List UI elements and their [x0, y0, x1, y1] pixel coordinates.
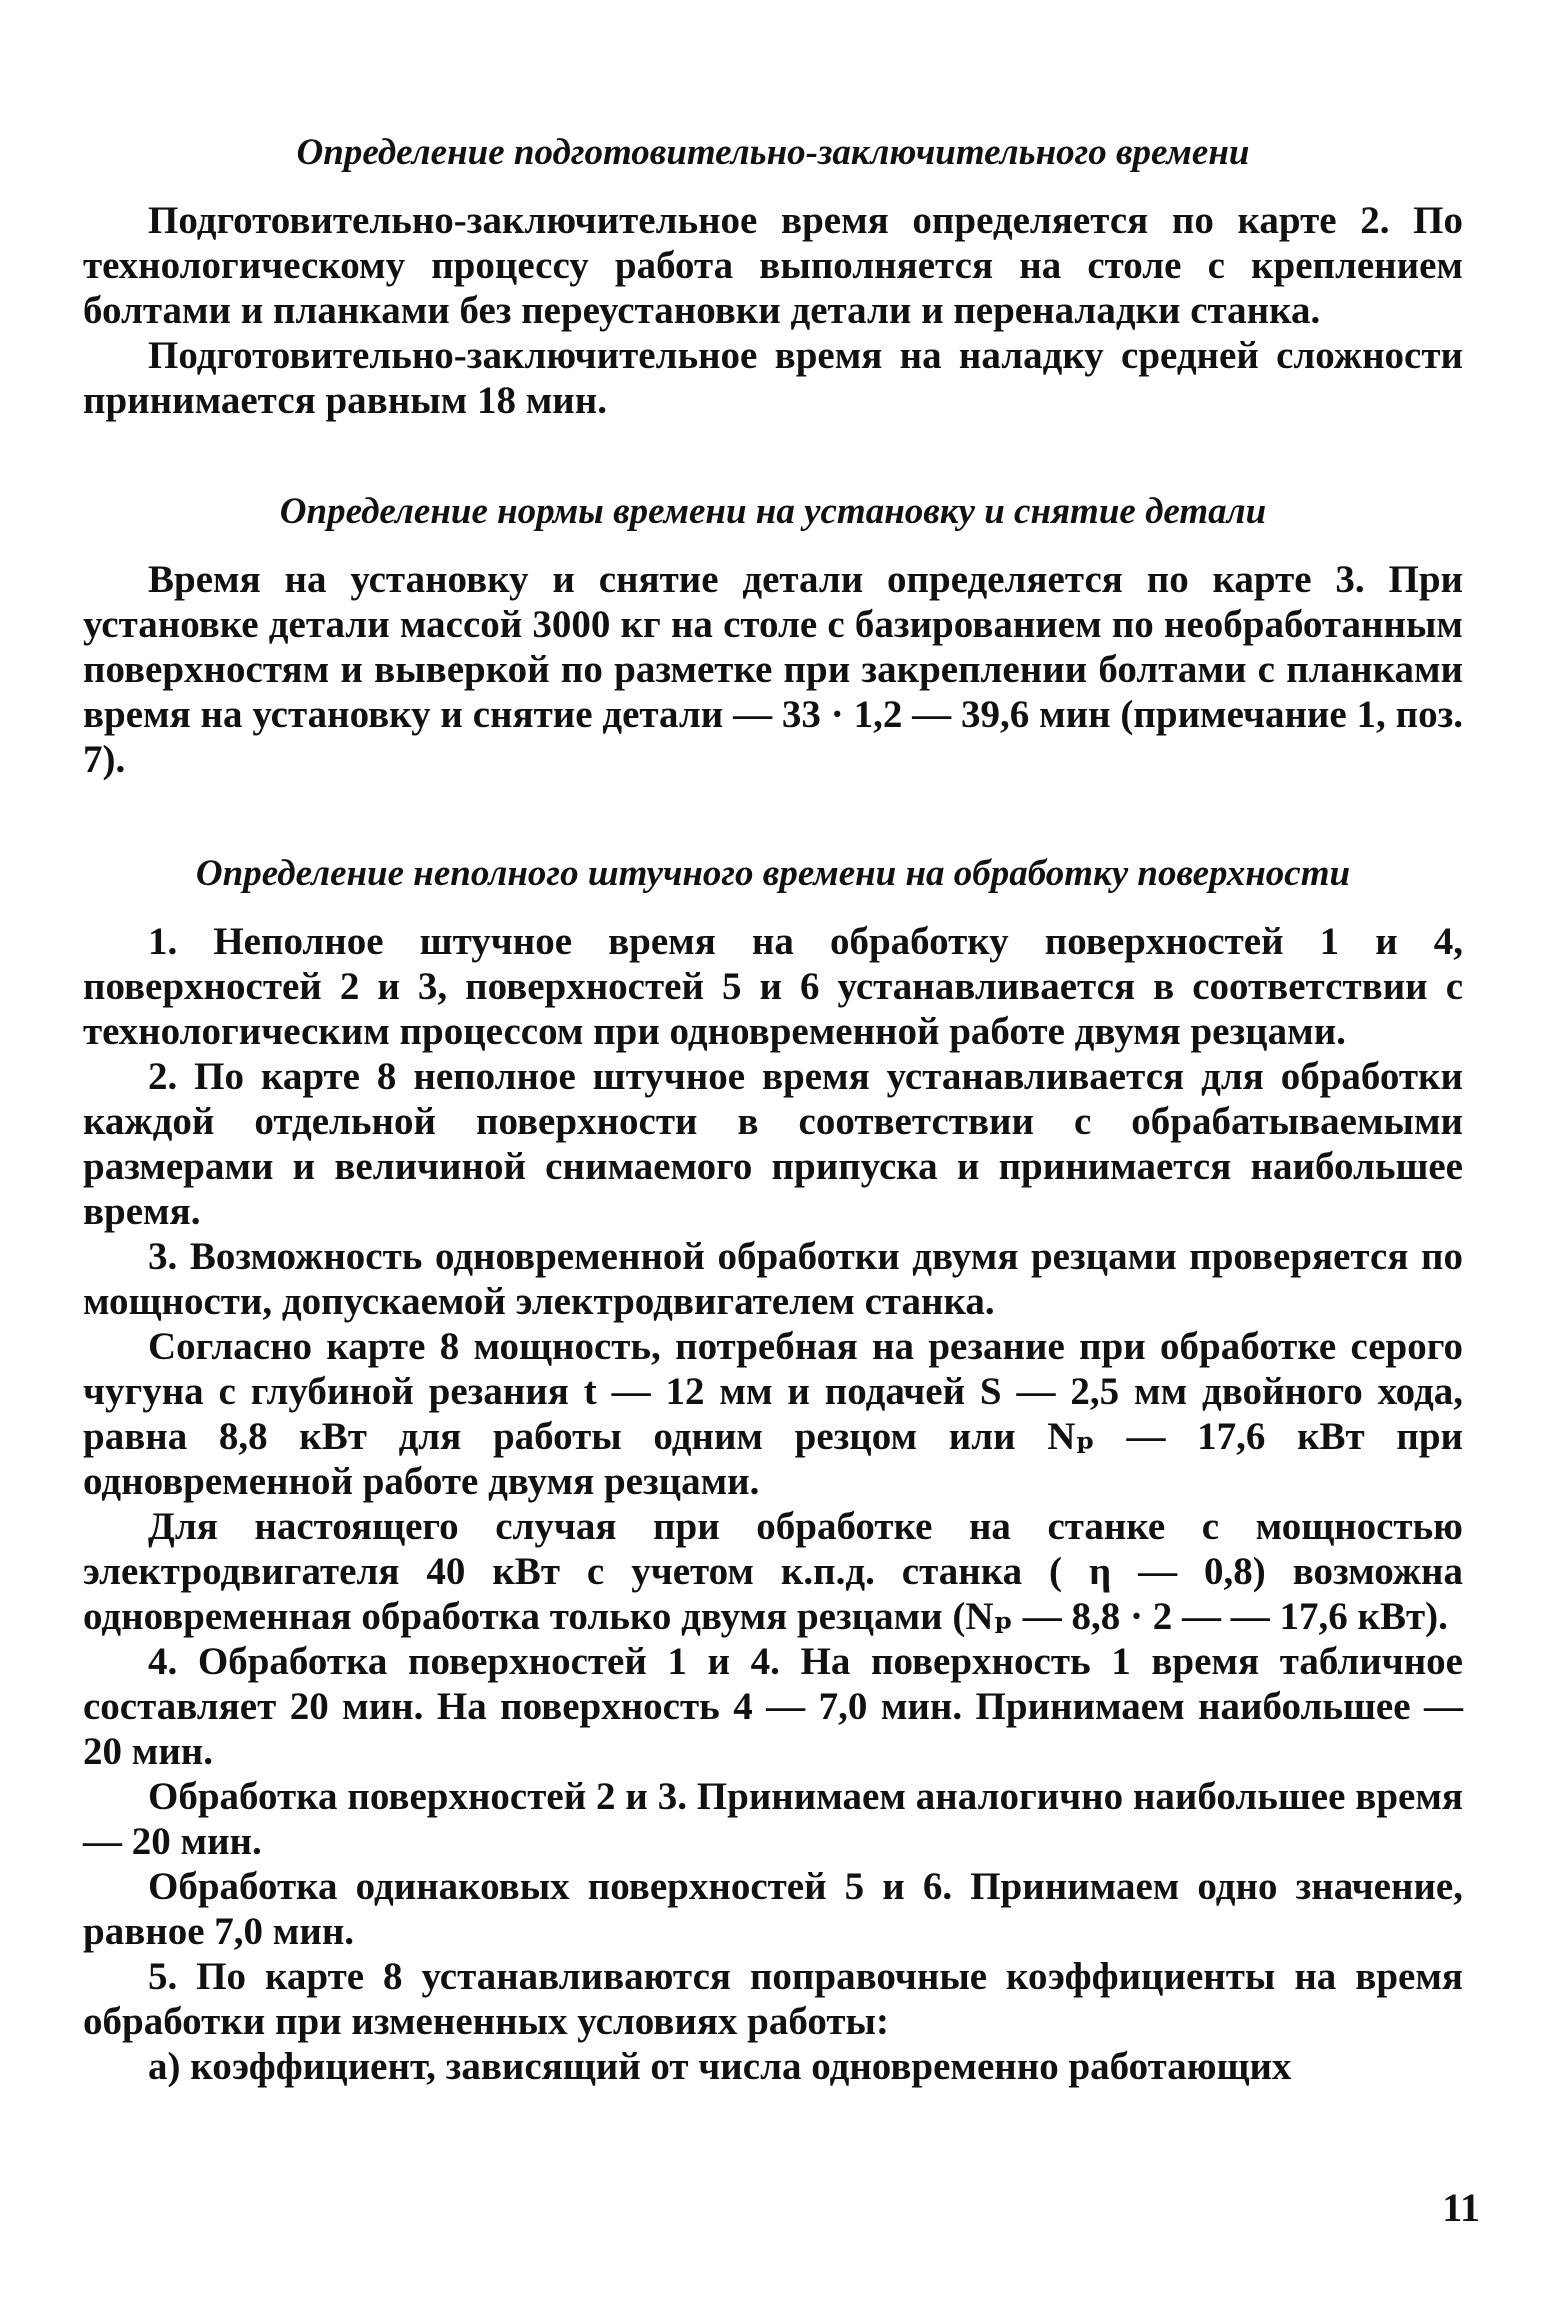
paragraph: Обработка одинаковых поверхностей 5 и 6. Принимаем одно значение, равное 7,0 мин.: [83, 1865, 1463, 1953]
paragraph: Согласно карте 8 мощность, потребная на резание при обработке серого чугуна с глубиной резания t — 12 мм и подачей S — 2,5 мм двойного хода, равна 8,8 кВт для работы одним резцом или Nₚ — 17,6 кВт при одновременной работе двумя резцами.: [83, 1325, 1463, 1503]
paragraph: Подготовительно-заключительное время определяется по карте 2. По технологическому процессу работа выполняется на столе с креплением болтами и планками без переустановки детали и переналадки станка.: [83, 199, 1463, 332]
page-number: 11: [1442, 2185, 1480, 2230]
paragraph: 5. По карте 8 устанавливаются поправочные коэффициенты на время обработки при измененных условиях работы:: [83, 1955, 1463, 2043]
paragraph: Для настоящего случая при обработке на станке с мощностью электродвигателя 40 кВт с учетом к.п.д. станка ( η — 0,8) возможна одновременная обработка только двумя резцами (Nₚ — 8,8 · 2 — — 17,6 кВт).: [83, 1505, 1463, 1638]
section-heading-piece-time: Определение неполного штучного времени на обработку поверхности: [195, 853, 1351, 894]
paragraph: Подготовительно-заключительное время на наладку средней сложности принимается равным 18 мин.: [83, 334, 1463, 422]
paragraph: а) коэффициент, зависящий от числа одновременно работающих: [148, 2045, 1292, 2088]
paragraph: Обработка поверхностей 2 и 3. Принимаем аналогично наибольшее время — 20 мин.: [83, 1775, 1463, 1863]
paragraph: 3. Возможность одновременной обработки двумя резцами проверяется по мощности, допускаемой электродвигателем станка.: [83, 1235, 1463, 1323]
section-heading-preparatory-time: Определение подготовительно-заключительного времени: [296, 132, 1250, 173]
paragraph: Время на установку и снятие детали определяется по карте 3. При установке детали массой 3000 кг на столе с базированием по необработанным поверхностям и выверкой по разметке при закреплении болтами с планками время на установку и снятие детали — 33 · 1,2 — 39,6 мин (примечание 1, поз. 7).: [83, 558, 1463, 781]
section-heading-installation-time: Определение нормы времени на установку и снятие детали: [279, 491, 1267, 532]
text-column: [83, 130, 1463, 2089]
paragraph: 2. По карте 8 неполное штучное время устанавливается для обработки каждой отдельной поверхности в соответствии с обрабатываемыми размерами и величиной снимаемого припуска и принимается наибольшее время.: [83, 1055, 1463, 1233]
paragraph: 4. Обработка поверхностей 1 и 4. На поверхность 1 время табличное составляет 20 мин. На поверхность 4 — 7,0 мин. Принимаем наибольшее — 20 мин.: [83, 1640, 1463, 1773]
paragraph: 1. Неполное штучное время на обработку поверхностей 1 и 4, поверхностей 2 и 3, поверхностей 5 и 6 устанавливается в соответствии с технологическим процессом при одновременной работе двумя резцами.: [83, 920, 1463, 1053]
